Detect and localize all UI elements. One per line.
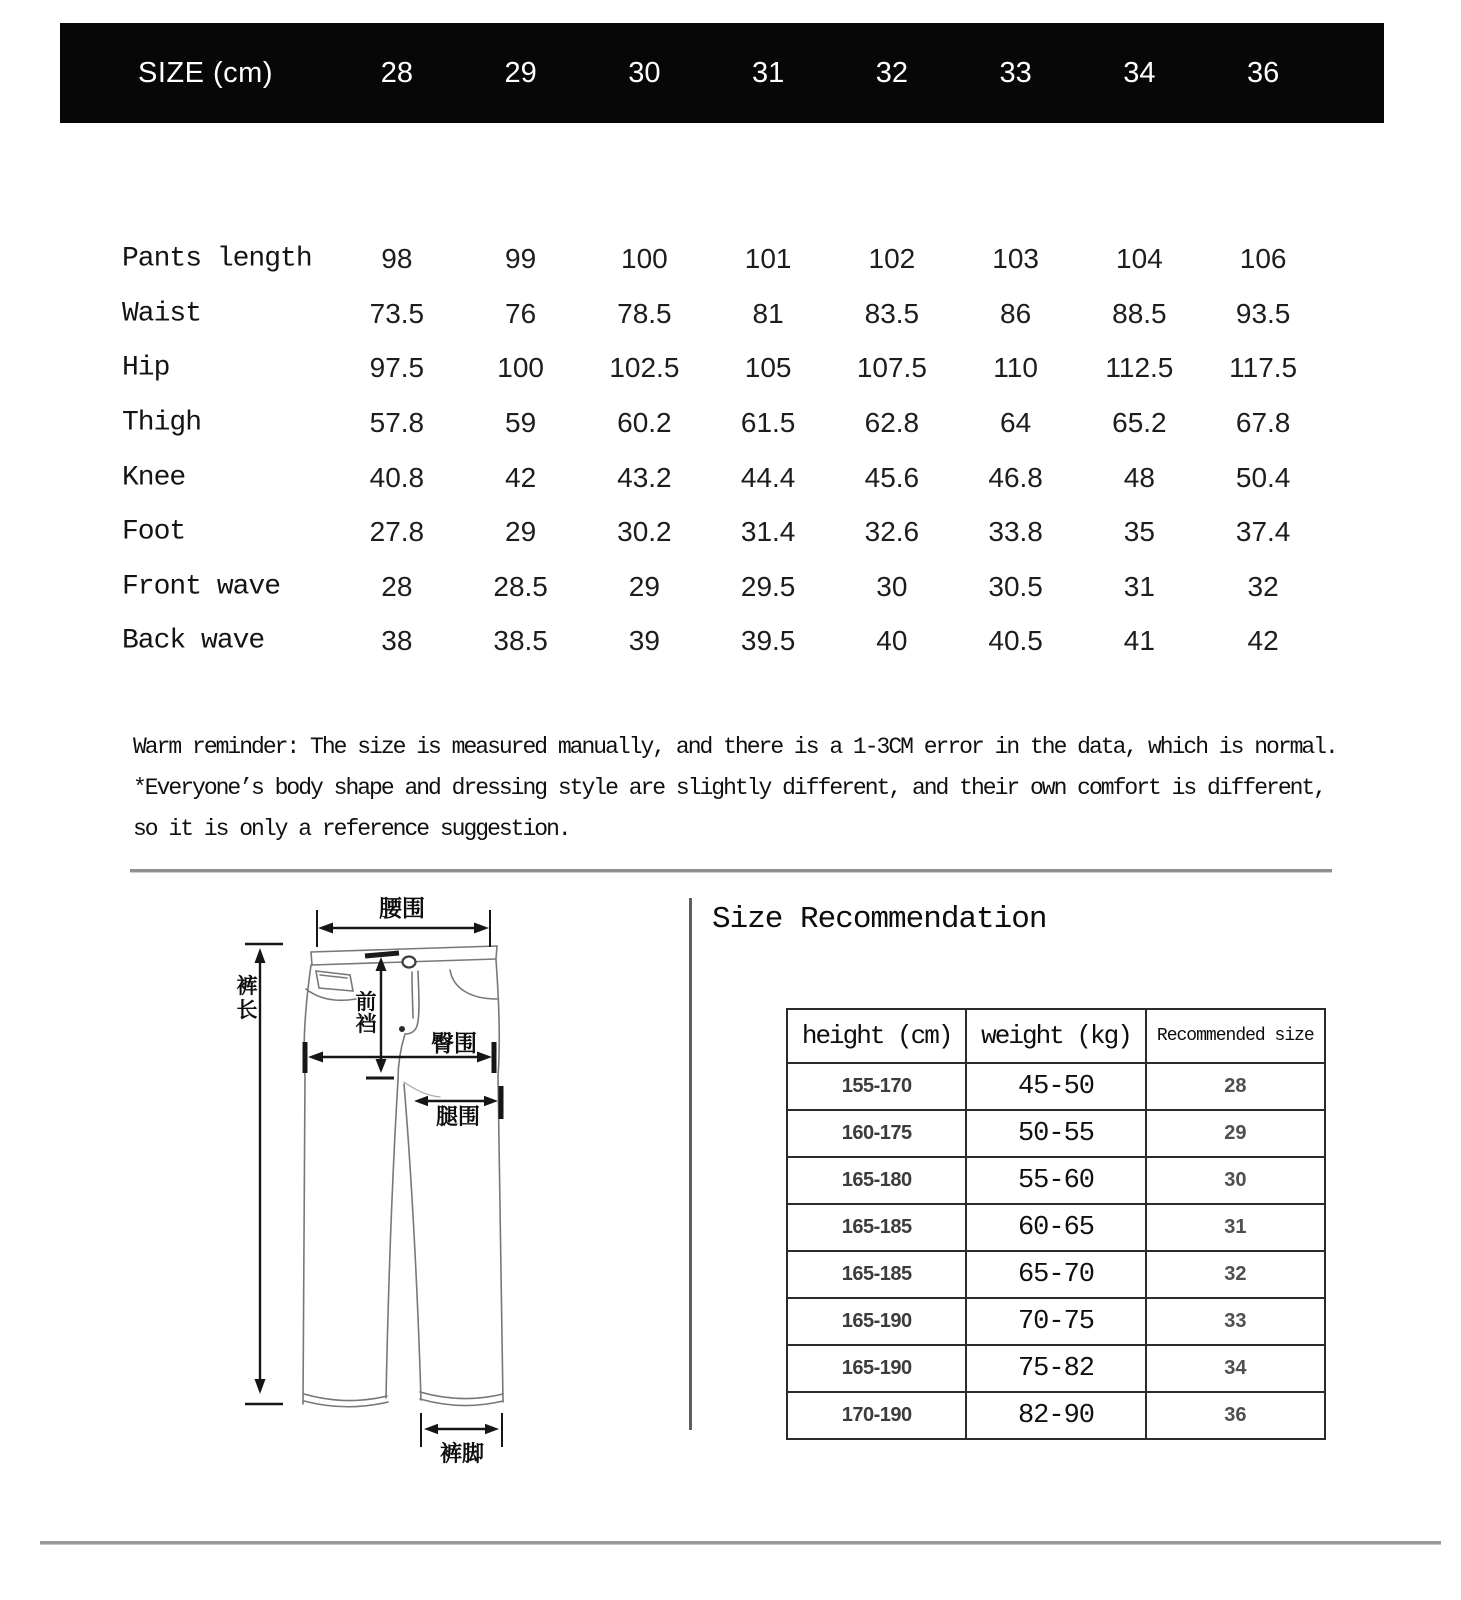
size-recommendation-title: Size Recommendation — [712, 902, 1047, 937]
recommendation-cell: 60-65 — [966, 1204, 1145, 1251]
size-header-label: SIZE (cm) — [138, 57, 273, 89]
measurement-value: 30.2 — [617, 516, 672, 548]
measurement-row-label: Back wave — [122, 625, 265, 657]
measurement-value: 65.2 — [1112, 407, 1167, 439]
measurement-value: 106 — [1239, 243, 1287, 275]
recommendation-cell: 75-82 — [966, 1345, 1145, 1392]
separator-line-bottom — [40, 1541, 1441, 1545]
measurement-value: 61.5 — [740, 407, 796, 439]
measurement-value: 98 — [381, 243, 413, 275]
measurement-row — [60, 287, 1384, 342]
measurement-table — [60, 232, 1384, 669]
recommendation-cell: 165-190 — [787, 1345, 966, 1392]
recommendation-cell: 155-170 — [787, 1063, 966, 1110]
measurement-value: 112.5 — [1105, 352, 1174, 384]
recommendation-cell: 65-70 — [966, 1251, 1145, 1298]
measurement-value: 42 — [505, 461, 537, 493]
recommendation-row — [787, 1063, 1325, 1110]
recommendation-cell: 70-75 — [966, 1298, 1145, 1345]
separator-line-top — [130, 869, 1332, 873]
measurement-row — [60, 560, 1384, 615]
pants-measurement-diagram — [200, 880, 700, 1475]
recommendation-row — [787, 1251, 1325, 1298]
measurement-value: 40.8 — [369, 461, 425, 493]
measurement-row — [60, 396, 1384, 451]
measurement-value: 43.2 — [617, 461, 672, 493]
front-rise-diagram-label-2: 裆 — [355, 1013, 377, 1036]
recommendation-column-header: height (cm) — [787, 1009, 966, 1063]
measurement-value: 102.5 — [609, 352, 680, 384]
size-recommendation-table — [786, 1008, 1326, 1440]
measurement-value: 100 — [621, 243, 668, 275]
measurement-value: 32.6 — [864, 516, 920, 548]
reminder-text — [133, 727, 1423, 850]
measurement-value: 81 — [752, 297, 784, 329]
recommendation-cell: 82-90 — [966, 1392, 1145, 1439]
measurement-row-label: Knee — [122, 462, 186, 494]
measurement-value: 83.5 — [864, 297, 920, 329]
measurement-value: 102 — [868, 243, 916, 275]
measurement-row-label: Thigh — [122, 407, 202, 439]
measurement-value: 40 — [876, 625, 908, 657]
measurement-value: 50.4 — [1235, 461, 1291, 493]
recommendation-cell: 165-185 — [787, 1204, 966, 1251]
measurement-value: 57.8 — [369, 407, 425, 439]
size-column-header: 31 — [751, 57, 785, 89]
recommendation-cell: 165-180 — [787, 1157, 966, 1204]
recommendation-cell: 170-190 — [787, 1392, 966, 1439]
measurement-value: 100 — [497, 352, 544, 384]
recommendation-cell: 33 — [1146, 1298, 1325, 1345]
recommendation-row — [787, 1392, 1325, 1439]
measurement-value: 27.8 — [369, 516, 425, 548]
pants-outline — [303, 946, 503, 1407]
recommendation-cell: 36 — [1146, 1392, 1325, 1439]
recommendation-cell: 31 — [1146, 1204, 1325, 1251]
size-column-header: 29 — [504, 57, 537, 89]
recommendation-row — [787, 1110, 1325, 1157]
recommendation-cell: 160-175 — [787, 1110, 966, 1157]
measurement-value: 73.5 — [369, 297, 425, 329]
measurement-row-label: Foot — [122, 516, 186, 548]
measurement-value: 103 — [992, 243, 1039, 275]
measurement-row-label: Hip — [122, 352, 170, 384]
front-rise-diagram-label-1: 前 — [355, 991, 377, 1014]
measurement-value: 88.5 — [1112, 297, 1167, 329]
measurement-value: 117.5 — [1229, 352, 1298, 384]
measurement-value: 31 — [1123, 570, 1155, 602]
measurement-value: 78.5 — [617, 297, 672, 329]
measurement-value: 93.5 — [1235, 297, 1291, 329]
measurement-value: 28 — [381, 570, 413, 602]
size-column-header: 36 — [1246, 57, 1280, 89]
measurement-value: 29 — [628, 570, 660, 602]
recommendation-row — [787, 1204, 1325, 1251]
measurement-value: 33.8 — [988, 516, 1043, 548]
measurement-value: 44.4 — [740, 461, 796, 493]
recommendation-cell: 165-190 — [787, 1298, 966, 1345]
measurement-row-label: Front wave — [122, 571, 281, 603]
measurement-value: 101 — [744, 243, 792, 275]
size-column-header: 30 — [628, 57, 661, 89]
recommendation-cell: 30 — [1146, 1157, 1325, 1204]
pants-length-diagram-label-2: 长 — [236, 999, 258, 1022]
size-header-columns — [335, 23, 1325, 123]
hip-diagram-label: 臀围 — [431, 1030, 477, 1056]
measurement-value: 35 — [1123, 516, 1155, 548]
measurement-value: 39.5 — [740, 625, 796, 657]
measurement-value: 107.5 — [856, 352, 927, 384]
measurement-value: 64 — [1000, 407, 1032, 439]
measurement-row — [60, 341, 1384, 396]
recommendation-cell: 34 — [1146, 1345, 1325, 1392]
measurement-value: 48 — [1123, 461, 1155, 493]
measurement-value: 41 — [1123, 625, 1155, 657]
measurement-value: 104 — [1116, 243, 1163, 275]
measurement-value: 45.6 — [864, 461, 920, 493]
recommendation-cell: 29 — [1146, 1110, 1325, 1157]
measurement-value: 46.8 — [988, 461, 1043, 493]
vertical-divider-line — [689, 898, 692, 1430]
measurement-value: 59 — [505, 407, 537, 439]
size-column-header: 28 — [380, 57, 413, 89]
measurement-value: 30.5 — [988, 570, 1043, 602]
waistband-placket — [365, 953, 399, 956]
reminder-line-2: *Everyone’s body shape and dressing style are slightly different, and their own comfort is different, — [133, 775, 1326, 801]
recommendation-row — [787, 1298, 1325, 1345]
measurement-value: 31.4 — [740, 516, 796, 548]
size-column-header: 33 — [999, 57, 1032, 89]
reminder-line-1: Warm reminder: The size is measured manually, and there is a 1-3CM error in the data, which is normal. — [133, 734, 1337, 760]
measurement-value: 60.2 — [617, 407, 672, 439]
size-column-header: 32 — [875, 57, 908, 89]
measurement-value: 29.5 — [740, 570, 796, 602]
measurement-value: 97.5 — [369, 352, 425, 384]
measurement-value: 67.8 — [1235, 407, 1291, 439]
measurement-row — [60, 232, 1384, 287]
rivet-dot — [399, 1026, 405, 1032]
measurement-value: 40.5 — [988, 625, 1043, 657]
recommendation-cell: 165-185 — [787, 1251, 966, 1298]
recommendation-cell: 32 — [1146, 1251, 1325, 1298]
measurement-value: 42 — [1247, 625, 1279, 657]
measurement-value: 29 — [505, 516, 537, 548]
recommendation-row — [787, 1157, 1325, 1204]
measurement-row — [60, 450, 1384, 505]
measurement-value: 28.5 — [493, 570, 548, 602]
recommendation-column-header: Recommended size — [1146, 1009, 1325, 1063]
measurement-value: 105 — [744, 352, 792, 384]
measurement-value: 110 — [993, 352, 1038, 384]
measurement-row — [60, 614, 1384, 669]
size-column-header: 34 — [1123, 57, 1156, 89]
measurement-value: 62.8 — [864, 407, 920, 439]
measurement-value: 38 — [381, 625, 413, 657]
measurement-value: 38.5 — [493, 625, 548, 657]
measurement-value: 86 — [1000, 297, 1032, 329]
measurement-row-label: Pants length — [122, 243, 312, 275]
waist-diagram-label: 腰围 — [379, 895, 425, 921]
measurement-value: 76 — [505, 297, 537, 329]
button-icon — [403, 957, 416, 968]
measurement-value: 37.4 — [1235, 516, 1291, 548]
recommendation-cell: 55-60 — [966, 1157, 1145, 1204]
recommendation-cell: 50-55 — [966, 1110, 1145, 1157]
leg-opening-diagram-label: 裤脚 — [439, 1441, 485, 1466]
recommendation-cell: 28 — [1146, 1063, 1325, 1110]
thigh-diagram-label: 腿围 — [435, 1104, 481, 1129]
recommendation-cell: 45-50 — [966, 1063, 1145, 1110]
reminder-line-3: so it is only a reference suggestion. — [133, 816, 570, 842]
size-header-bar — [60, 23, 1384, 123]
measurement-row-label: Waist — [122, 298, 202, 330]
measurement-value: 39 — [628, 625, 660, 657]
pants-length-diagram-label-1: 裤 — [236, 975, 258, 998]
recommendation-header-row — [787, 1009, 1325, 1063]
measurement-value: 30 — [876, 570, 908, 602]
recommendation-column-header: weight (kg) — [966, 1009, 1145, 1063]
measurement-value: 32 — [1247, 570, 1279, 602]
measurement-row — [60, 505, 1384, 560]
measurement-value: 99 — [505, 243, 537, 275]
recommendation-row — [787, 1345, 1325, 1392]
